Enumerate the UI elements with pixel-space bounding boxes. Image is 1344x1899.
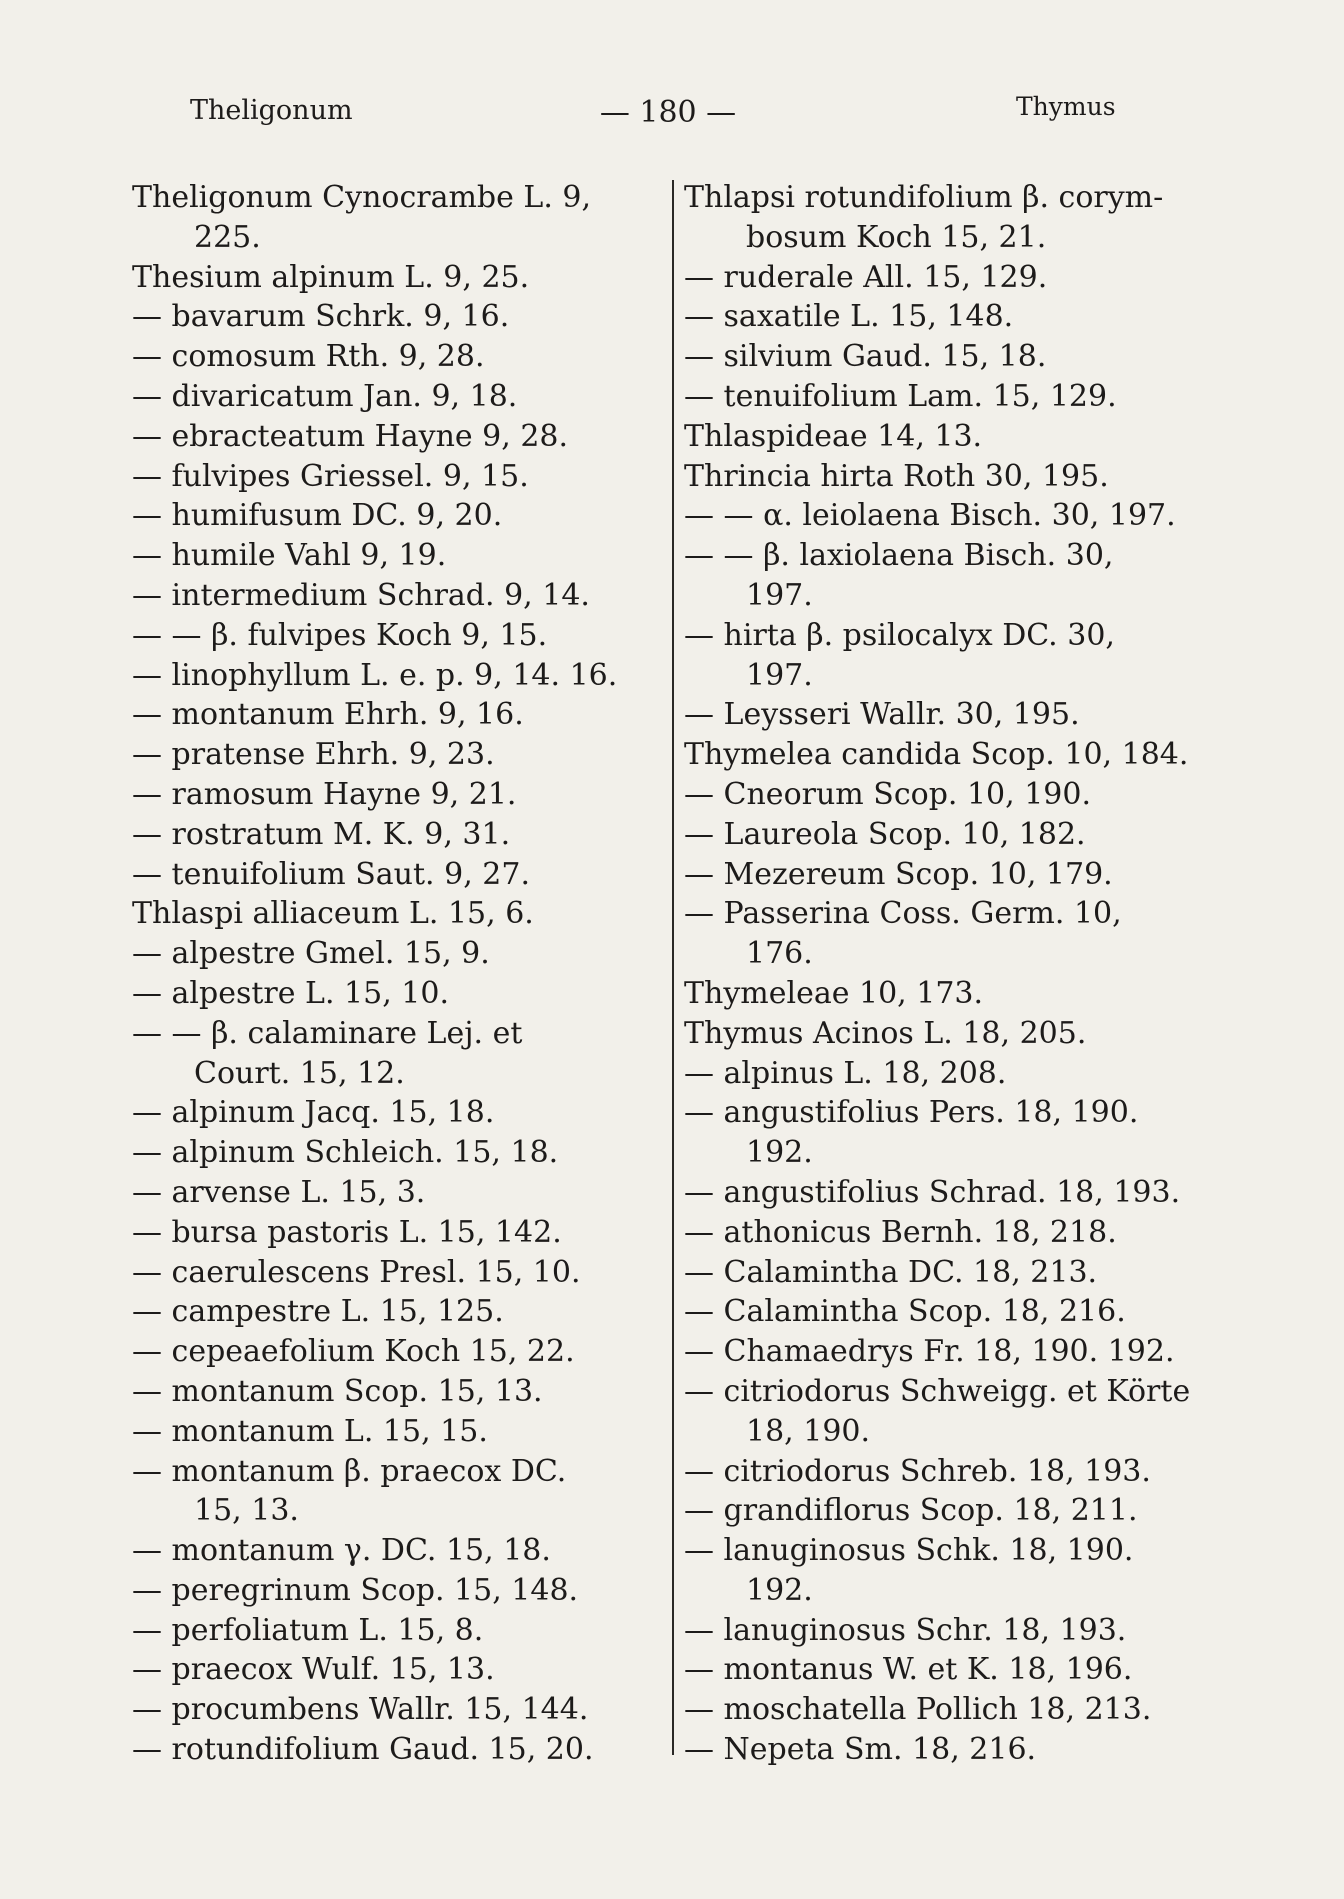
index-entry: — alpestre Gmel. 15, 9. [132,936,490,972]
index-entry: — — α. leiolaena Bisch. 30, 197. [684,498,1176,534]
index-entry: 197. [746,577,813,613]
index-entry: 176. [746,936,813,972]
index-entry: — praecox Wulf. 15, 13. [132,1652,495,1688]
index-entry: — — β. calaminare Lej. et [132,1015,523,1051]
index-entry: — humile Vahl 9, 19. [132,538,447,574]
index-entry: — — β. fulvipes Koch 9, 15. [132,617,548,653]
index-entry: — Calamintha Scop. 18, 216. [684,1294,1126,1330]
index-entry: — cepeaefolium Koch 15, 22. [132,1334,575,1370]
index-entry: — Cneorum Scop. 10, 190. [684,776,1092,812]
index-entry: — Laureola Scop. 10, 182. [684,816,1086,852]
index-entry: — montanum Scop. 15, 13. [132,1373,543,1409]
index-entry: — montanum β. praecox DC. [132,1453,567,1489]
index-entry: — angustifolius Pers. 18, 190. [684,1095,1139,1131]
running-head-right: Thymus [1016,92,1116,121]
index-entry: — bavarum Schrk. 9, 16. [132,299,510,335]
index-entry: Thymelea candida Scop. 10, 184. [684,737,1189,773]
index-entry: 192. [746,1135,813,1171]
index-entry: — grandiflorus Scop. 18, 211. [684,1493,1138,1529]
index-entry: 192. [746,1572,813,1608]
index-entry: — Calamintha DC. 18, 213. [684,1254,1098,1290]
index-entry: — tenuifolium Saut. 9, 27. [132,856,530,892]
index-entry: — fulvipes Griessel. 9, 15. [132,458,529,494]
index-entry: — alpinum Schleich. 15, 18. [132,1135,559,1171]
index-entry: — Leysseri Wallr. 30, 195. [684,697,1080,733]
index-entry: — rotundifolium Gaud. 15, 20. [132,1732,594,1768]
index-entry: — montanum Ehrh. 9, 16. [132,697,524,733]
index-entry: 18, 190. [746,1413,871,1449]
index-entry: Thrincia hirta Roth 30, 195. [684,458,1109,494]
running-head-left: Theligonum [190,95,353,126]
index-entry: — rostratum M. K. 9, 31. [132,816,511,852]
index-entry: Thymeleae 10, 173. [684,975,984,1011]
index-entry: — montanum γ. DC. 15, 18. [132,1533,551,1569]
index-entry: — perfoliatum L. 15, 8. [132,1612,484,1648]
index-entry: — montanum L. 15, 15. [132,1413,488,1449]
index-entry: — Nepeta Sm. 18, 216. [684,1732,1037,1768]
index-entry: Theligonum Cynocrambe L. 9, [132,180,592,215]
index-entry: — citriodorus Schweigg. et Körte [684,1373,1191,1409]
index-entry: — ruderale All. 15, 129. [684,259,1048,295]
index-entry: — procumbens Wallr. 15, 144. [132,1692,589,1728]
index-entry: — citriodorus Schreb. 18, 193. [684,1453,1151,1489]
index-entry: 225. [194,219,261,255]
column-divider [672,180,674,1755]
index-entry: — ebracteatum Hayne 9, 28. [132,418,569,454]
index-entry: — humifusum DC. 9, 20. [132,498,503,534]
index-entry: — peregrinum Scop. 15, 148. [132,1572,579,1608]
page-number: — 180 — [599,95,737,130]
index-column-left [132,178,667,1770]
index-entry: — angustifolius Schrad. 18, 193. [684,1174,1181,1210]
index-entry: — alpestre L. 15, 10. [132,975,450,1011]
index-entry: — campestre L. 15, 125. [132,1294,504,1330]
index-entry: — divaricatum Jan. 9, 18. [132,378,518,414]
index-entry: — Passerina Coss. Germ. 10, [684,896,1122,932]
index-entry: — pratense Ehrh. 9, 23. [132,737,495,773]
index-entry: Thlaspi alliaceum L. 15, 6. [132,896,534,932]
index-entry: — alpinus L. 18, 208. [684,1055,1007,1091]
index-entry: — tenuifolium Lam. 15, 129. [684,378,1117,414]
index-entry: — arvense L. 15, 3. [132,1174,426,1210]
index-entry: Thesium alpinum L. 9, 25. [132,259,530,295]
index-entry: — Mezereum Scop. 10, 179. [684,856,1113,892]
index-entry: — saxatile L. 15, 148. [684,299,1014,335]
index-entry: — lanuginosus Schr. 18, 193. [684,1612,1127,1648]
index-entry: — intermedium Schrad. 9, 14. [132,577,590,613]
index-entry: — caerulescens Presl. 15, 10. [132,1254,581,1290]
index-entry: — moschatella Pollich 18, 213. [684,1692,1152,1728]
index-entry: — silvium Gaud. 15, 18. [684,339,1047,375]
index-entry: bosum Koch 15, 21. [746,219,1047,255]
index-entry: 15, 13. [194,1493,299,1529]
index-entry: — montanus W. et K. 18, 196. [684,1652,1133,1688]
index-entry: Court. 15, 12. [194,1055,405,1091]
index-entry: Thymus Acinos L. 18, 205. [684,1015,1087,1051]
index-entry: — hirta β. psilocalyx DC. 30, [684,617,1115,653]
index-entry: — lanuginosus Schk. 18, 190. [684,1533,1134,1569]
index-entry: — ramosum Hayne 9, 21. [132,776,517,812]
index-entry: 197. [746,657,813,693]
index-entry: — linophyllum L. e. p. 9, 14. 16. [132,657,618,693]
index-entry: — — β. laxiolaena Bisch. 30, [684,538,1114,574]
index-entry: — Chamaedrys Fr. 18, 190. 192. [684,1334,1175,1370]
index-entry: Thlapsi rotundifolium β. corym- [684,180,1164,215]
index-entry: — bursa pastoris L. 15, 142. [132,1214,562,1250]
index-entry: — athonicus Bernh. 18, 218. [684,1214,1117,1250]
index-entry: — comosum Rth. 9, 28. [132,339,485,375]
index-entry: Thlaspideae 14, 13. [684,418,983,454]
index-column-right [684,178,1244,1770]
index-entry: — alpinum Jacq. 15, 18. [132,1095,495,1131]
